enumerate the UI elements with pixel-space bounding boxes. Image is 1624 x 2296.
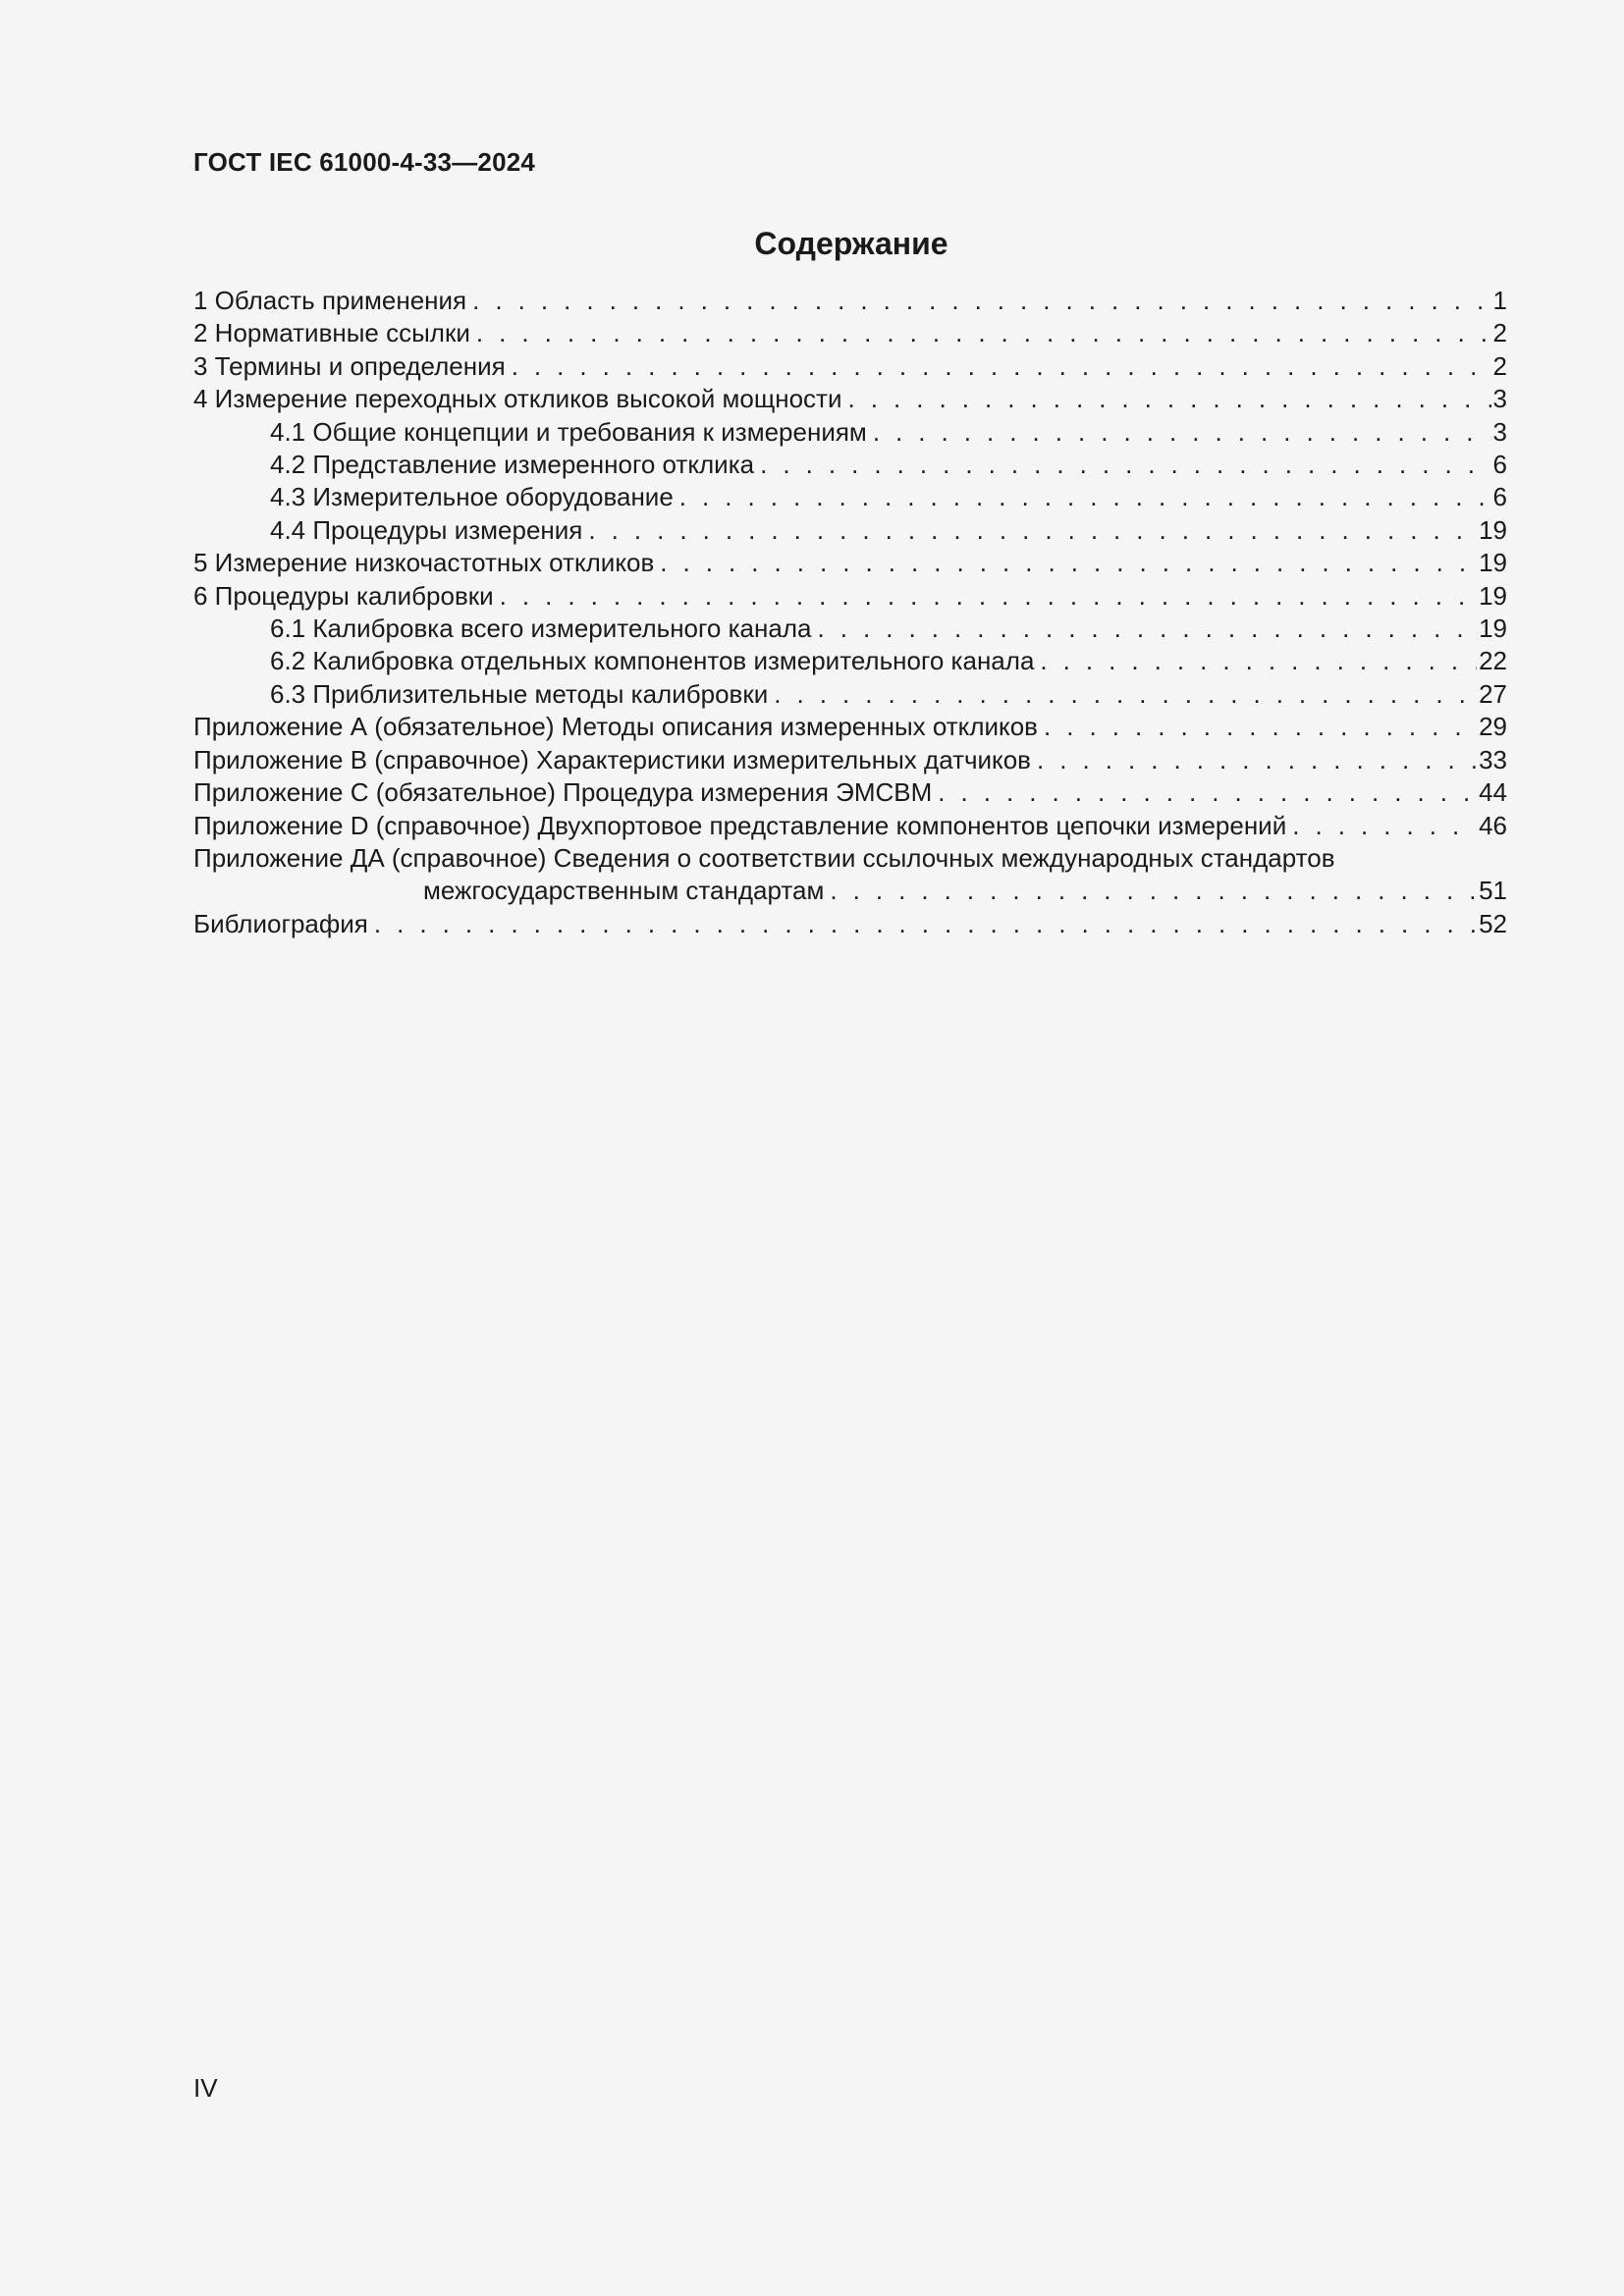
toc-entry-label: 6 Процедуры калибровки	[193, 580, 494, 611]
toc-leader-dots	[500, 580, 1477, 613]
toc-entry-page: 27	[1479, 678, 1507, 709]
toc-entry-label: 4.4 Процедуры измерения	[270, 514, 583, 545]
toc-subentry[interactable]	[193, 416, 1507, 449]
toc-leader-dots	[588, 514, 1477, 547]
toc-entry-page: 3	[1492, 384, 1507, 414]
toc-entry-page: 22	[1479, 646, 1507, 676]
page-number: IV	[193, 2073, 218, 2103]
toc-entry-page: 2	[1492, 350, 1507, 381]
toc-entry[interactable]	[193, 317, 1507, 349]
toc-entry-label: Библиография	[193, 908, 368, 938]
toc-entry-page: 3	[1492, 416, 1507, 447]
toc-entry-page: 29	[1479, 712, 1507, 742]
toc-title: Содержание	[754, 226, 948, 261]
toc-entry[interactable]	[193, 383, 1507, 415]
toc-subentry[interactable]	[193, 678, 1507, 711]
toc-entry-label: 4 Измерение переходных откликов высокой мощности	[193, 384, 842, 414]
toc-entry-label: 3 Термины и определения	[193, 350, 506, 381]
toc-subentry[interactable]	[193, 645, 1507, 677]
toc-entry-label: 4.3 Измерительное оборудование	[270, 482, 674, 512]
toc-subentry[interactable]	[193, 449, 1507, 481]
toc-leader-dots	[938, 776, 1477, 809]
toc-leader-dots	[774, 678, 1477, 711]
toc-entry-page: 19	[1479, 514, 1507, 545]
toc-leader-dots	[847, 383, 1490, 415]
toc-leader-dots	[1044, 711, 1477, 743]
toc-entry-page: 46	[1479, 810, 1507, 840]
toc-entry-label: Приложение С (обязательное) Процедура измерения ЭМСВМ	[193, 777, 933, 808]
toc-entry-bibliography[interactable]	[193, 908, 1507, 940]
toc-entry-page: 33	[1479, 744, 1507, 774]
toc-entry[interactable]	[193, 350, 1507, 383]
toc-leader-dots	[760, 449, 1490, 481]
toc-entry[interactable]	[193, 580, 1507, 613]
toc-entry-appendix-a[interactable]	[193, 711, 1507, 743]
toc-leader-dots	[1292, 810, 1477, 842]
toc-entry-page: 52	[1479, 908, 1507, 938]
toc-leader-dots	[873, 416, 1491, 449]
toc-leader-dots	[512, 350, 1491, 383]
toc-entry[interactable]	[193, 285, 1507, 317]
toc-entry-label: 6.2 Калибровка отдельных компонентов измерительного канала	[270, 646, 1035, 676]
toc-leader-dots	[817, 613, 1477, 645]
toc-subentry[interactable]	[193, 514, 1507, 547]
toc-leader-dots	[1037, 744, 1477, 776]
toc-leader-dots	[1040, 645, 1477, 677]
table-of-contents	[193, 285, 1507, 940]
toc-subentry[interactable]	[193, 481, 1507, 513]
toc-leader-dots	[476, 317, 1491, 349]
document-code: ГОСТ IEC 61000-4-33—2024	[193, 147, 536, 177]
toc-entry-page: 6	[1492, 450, 1507, 480]
toc-entry-appendix-da[interactable]	[193, 842, 1507, 908]
toc-entry-label: Приложение D (справочное) Двухпортовое представление компонентов цепочки измерений	[193, 810, 1287, 840]
toc-entry-label: 4.2 Представление измеренного отклика	[270, 450, 755, 480]
toc-entry-page: 44	[1479, 777, 1507, 808]
toc-entry-page: 51	[1479, 876, 1507, 906]
toc-entry-label: 6.3 Приблизительные методы калибровки	[270, 678, 769, 709]
toc-leader-dots	[374, 908, 1477, 940]
toc-entry-page: 6	[1492, 482, 1507, 512]
toc-entry-label: 5 Измерение низкочастотных откликов	[193, 548, 655, 578]
toc-leader-dots	[830, 875, 1477, 907]
toc-entry-label: 2 Нормативные ссылки	[193, 318, 470, 348]
toc-entry-label: Приложение А (обязательное) Методы описания измеренных откликов	[193, 712, 1038, 742]
toc-entry-page: 2	[1492, 318, 1507, 348]
toc-subentry[interactable]	[193, 613, 1507, 645]
toc-entry-label: Приложение В (справочное) Характеристики измерительных датчиков	[193, 744, 1031, 774]
toc-entry-label: 6.1 Калибровка всего измерительного канала	[270, 614, 812, 644]
toc-entry-page: 19	[1479, 548, 1507, 578]
toc-leader-dots	[660, 547, 1477, 579]
toc-entry-page: 19	[1479, 614, 1507, 644]
toc-entry-label: 4.1 Общие концепции и требования к измерениям	[270, 416, 867, 447]
toc-entry-label-continuation: межгосударственным стандартам	[423, 876, 825, 906]
toc-entry-page: 19	[1479, 580, 1507, 611]
toc-entry-label: 1 Область применения	[193, 286, 467, 315]
toc-entry-appendix-b[interactable]	[193, 744, 1507, 776]
toc-entry-appendix-c[interactable]	[193, 776, 1507, 809]
toc-entry-appendix-d[interactable]	[193, 810, 1507, 842]
toc-leader-dots	[679, 481, 1491, 513]
toc-leader-dots	[472, 285, 1490, 317]
toc-entry[interactable]	[193, 547, 1507, 579]
toc-entry-label: Приложение ДА (справочное) Сведения о соответствии ссылочных международных стандартов	[193, 842, 1335, 873]
toc-entry-page: 1	[1492, 286, 1507, 315]
